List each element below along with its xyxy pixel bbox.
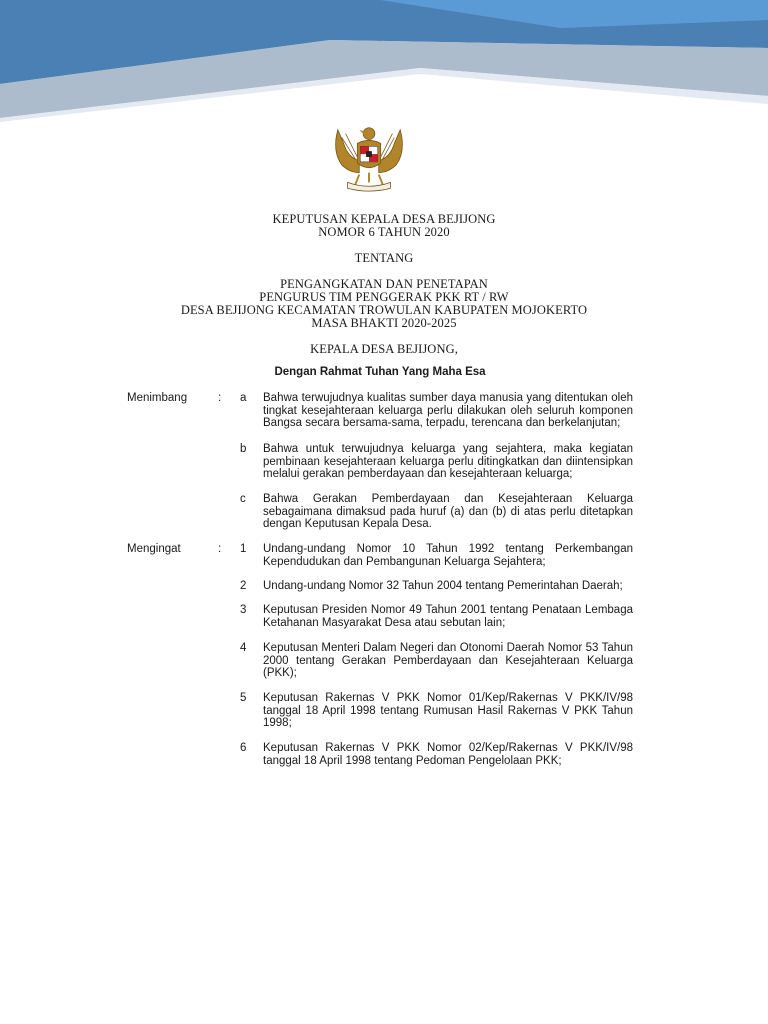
menimbang-item (240, 392, 633, 430)
item-text: Bahwa untuk terwujudnya keluarga yang sejahtera, maka kegiatan pembinaan kesejahteraan keluarga perlu ditingkatkan dan diintensipkan melalui gerakan pemberdayaan dan kesejahteraan keluarga; (263, 443, 633, 481)
item-text: Keputusan Rakernas V PKK Nomor 02/Kep/Rakernas V PKK/IV/98 tanggal 18 April 1998 tentang Pedoman Pengelolaan PKK; (263, 742, 633, 767)
mengingat-item (240, 642, 633, 680)
garuda-emblem-icon (330, 118, 408, 196)
item-text: Undang-undang Nomor 32 Tahun 2004 tentang Pemerintahan Daerah; (263, 580, 623, 592)
item-marker: 3 (240, 604, 247, 616)
subject-line-2: PENGURUS TIM PENGGERAK PKK RT / RW (259, 290, 509, 304)
blessing-line: Dengan Rahmat Tuhan Yang Maha Esa (274, 366, 486, 378)
menimbang-item (240, 443, 633, 481)
subject-line-4: MASA BHAKTI 2020-2025 (311, 316, 457, 330)
mengingat-label: Mengingat (127, 543, 181, 555)
mengingat-item (240, 543, 633, 568)
menimbang-label: Menimbang (127, 392, 188, 404)
menimbang-colon: : (218, 392, 222, 404)
item-marker: 4 (240, 642, 247, 654)
item-text: Bahwa Gerakan Pemberdayaan dan Kesejahteraan Keluarga sebagaimana dimaksud pada huruf (a) dan (b) di atas perlu ditetapkan dengan Keputusan Kepala Desa. (263, 493, 633, 531)
subject-line-3: DESA BEJIJONG KECAMATAN TROWULAN KABUPATEN MOJOKERTO (180, 303, 588, 317)
decree-number: NOMOR 6 TAHUN 2020 (318, 225, 450, 239)
decree-title-block (0, 213, 768, 239)
item-marker: c (240, 493, 246, 505)
item-text: Bahwa terwujudnya kualitas sumber daya manusia yang ditentukan oleh tingkat kesejahteraan keluarga perlu dilakukan oleh seluruh komponen Bangsa secara bersama-sama, terpadu, terencana dan berkelanjutan; (263, 392, 633, 430)
decree-title: KEPUTUSAN KEPALA DESA BEJIJONG (272, 212, 496, 226)
mengingat-colon: : (218, 543, 222, 555)
authority-label: KEPALA DESA BEJIJONG, (310, 342, 458, 356)
mengingat-item (240, 742, 633, 767)
item-marker: 2 (240, 580, 247, 592)
item-text: Keputusan Rakernas V PKK Nomor 01/Kep/Rakernas V PKK/IV/98 tanggal 18 April 1998 tentang Rumusan Hasil Rakernas V PKK Tahun 1998; (263, 692, 633, 730)
item-marker: 1 (240, 543, 247, 555)
mengingat-item (240, 604, 633, 629)
item-marker: b (240, 443, 247, 455)
menimbang-item (240, 493, 633, 531)
tentang-heading (0, 252, 768, 265)
mengingat-item (240, 692, 633, 730)
item-text: Keputusan Presiden Nomor 49 Tahun 2001 tentang Penataan Lembaga Ketahanan Masyarakat Desa atau sebutan lain; (263, 604, 633, 629)
item-marker: 6 (240, 742, 247, 754)
subject-line-1: PENGANGKATAN DAN PENETAPAN (280, 277, 488, 291)
item-marker: a (240, 392, 247, 404)
decree-subject-block (0, 278, 768, 330)
authority-heading (0, 343, 768, 356)
mengingat-item (240, 580, 633, 593)
item-text: Undang-undang Nomor 10 Tahun 1992 tentang Perkembangan Kependudukan dan Pembangunan Keluarga Sejahtera; (263, 543, 633, 568)
header-banner (0, 0, 768, 130)
item-text: Keputusan Menteri Dalam Negeri dan Otonomi Daerah Nomor 53 Tahun 2000 tentang Gerakan Pemberdayaan dan Kesejahteraan Keluarga (PKK); (263, 642, 633, 680)
item-marker: 5 (240, 692, 247, 704)
tentang-label: TENTANG (354, 251, 414, 265)
